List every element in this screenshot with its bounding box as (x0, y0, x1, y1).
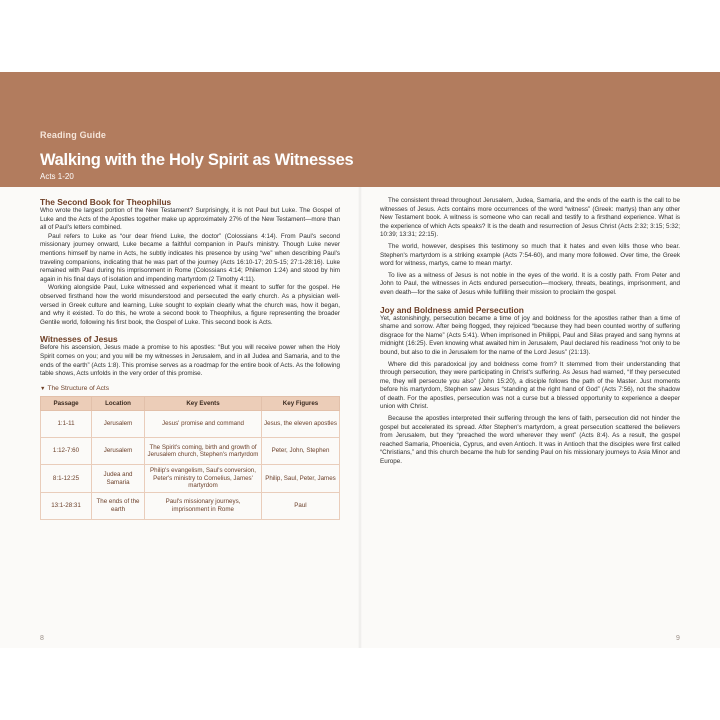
paragraph: To live as a witness of Jesus is not noble in the eyes of the world. It is a costly path. From Peter and John to Paul, the witnesses in Acts endured persecution—mockery, threats, beatings, imprisonment, and even death—for the sake of Jesus while fulfilling their mission to proclaim the gospel. (380, 271, 680, 296)
paragraph: The consistent thread throughout Jerusalem, Judea, Samaria, and the ends of the earth is the call to be witnesses of Jesus. Acts contains more occurrences of the word “witness” (Greek: martys) than any other New Testament book. A witness is someone who can recall and testify to a firsthand experience. What is the experience of which Acts speaks? It is the death and resurrection of Jesus Christ (Acts 2:32; 3:15; 5:32; 10:39; 13:31; 22:15). (380, 197, 680, 239)
right-page-column (380, 197, 680, 467)
table-cell: 13:1-28:31 (41, 493, 92, 520)
section-kicker: Reading Guide (40, 130, 107, 140)
table-row (41, 411, 340, 438)
table-cell: Philip, Saul, Peter, James (262, 465, 340, 493)
left-page-column (40, 197, 340, 520)
table-row (41, 465, 340, 493)
table-header-cell: Key Events (145, 396, 262, 411)
table-cell: Paul (262, 493, 340, 520)
table-cell: The Spirit's coming, birth and growth of Jerusalem church, Stephen's martyrdom (145, 438, 262, 465)
table-row (41, 438, 340, 465)
paragraph: Yet, astonishingly, persecution became a time of joy and boldness for the apostles rather than a time of shame and sorrow. After being flogged, they rejoiced “because they had been counted worthy of suffering disgrace for the Name” (Acts 5:41). When imprisoned in Philippi, Paul and Silas prayed and sang hymns at midnight (16:25). Even knowing what awaited him in Jerusalem, Paul declared his readiness “not only to be bound, but also to die in Jerusalem for the name of the Lord Jesus” (21:13). (380, 314, 680, 356)
table-cell: The ends of the earth (92, 493, 145, 520)
triangle-down-icon: ▼ (40, 385, 46, 392)
table-header-cell: Passage (41, 396, 92, 411)
table-cell: Jerusalem (92, 411, 145, 438)
section-heading-theophilus: The Second Book for Theophilus (40, 197, 172, 207)
header-banner (0, 72, 720, 187)
table-cell: Jesus, the eleven apostles (262, 411, 340, 438)
paragraph: The world, however, despises this testimony so much that it hates and even kills those who bear. Stephen's martyrdom is a striking example (Acts 7:54-60), and many more followed. Over time, the Greek word for witness, martys, came to mean martyr. (380, 242, 680, 268)
table-cell: Judea and Samaria (92, 465, 145, 493)
book-spread (0, 72, 720, 648)
page-number-right: 9 (676, 635, 680, 642)
paragraph: Where did this paradoxical joy and boldness come from? It stemmed from their understanding that through persecution, they were participating in Christ's suffering. As Jesus had warned, “If they persecuted me, they will persecute you also” (John 15:20), a disciple follows the path of the Master. Just moments before his martyrdom, Stephen saw Jesus “standing at the right hand of God” (Acts 7:56), not the shadow of death. For the apostles, persecution was not a curse but a blessed opportunity to experience a deeper union with Christ. (380, 360, 680, 411)
section-heading-witnesses: Witnesses of Jesus (40, 334, 118, 345)
table-caption: ▼ The Structure of Acts (40, 384, 110, 392)
table-cell: Paul's missionary journeys, imprisonment in Rome (145, 493, 262, 520)
paragraph: Because the apostles interpreted their suffering through the lens of faith, persecution did not hinder the gospel but accelerated its spread. After Stephen's martyrdom, a great persecution scattered the believers from Jerusalem, but they “preached the word wherever they went” (Acts 8:4). As a result, the gospel reached Samaria, Phoenicia, Cyprus, and even Antioch. It was in Antioch that the disciples were first called “Christians,” and this church became the hub for sending Paul on his missionary journeys to Asia Minor and Europe. (380, 415, 680, 466)
page-number-left: 8 (40, 635, 44, 642)
page-subtitle: Acts 1-20 (40, 172, 74, 181)
paragraph: Before his ascension, Jesus made a promise to his apostles: “But you will receive power when the Holy Spirit comes on you; and you will be my witnesses in Jerusalem, and in all Judea and Samaria, and to the ends of the earth” (Acts 1:8). This promise serves as a roadmap for the entire book of Acts. As the following table shows, Acts unfolds in the very order of this promise. (40, 344, 340, 378)
paragraph: Paul refers to Luke as “our dear friend Luke, the doctor” (Colossians 4:14). From Paul's second missionary journey onward, Luke became a faithful companion in Paul's ministry. Though Luke never mentions himself by name in Acts, he subtly indicates his presence by using “we” when describing Paul's traveling companions, indicating that he was part of the journey (Acts 16:10-17; 20:5-15; 27:1-28:16). Luke remained with Paul during his imprisonment in Rome (Colossians 4:14; Philemon 1:24) and stood by him again in his final days of isolation and impending martyrdom (2 Timothy 4:11). (40, 232, 340, 283)
table-row (41, 493, 340, 520)
section-heading-joy: Joy and Boldness amid Persecution (380, 304, 524, 315)
table-cell: Jesus' promise and command (145, 411, 262, 438)
table-header-cell: Key Figures (262, 396, 340, 411)
table-cell: Peter, John, Stephen (262, 438, 340, 465)
table-cell: Jerusalem (92, 438, 145, 465)
page-gutter (358, 187, 362, 648)
table-cell: Philip's evangelism, Saul's conversion, Peter's ministry to Cornelius, James' martyrdom (145, 465, 262, 493)
paragraph: Working alongside Paul, Luke witnessed and experienced what it meant to suffer for the gospel. He observed firsthand how the world misunderstood and persecuted the early church. As a physician well-versed in Greek culture and learning, Luke sought to explain clearly what the church was, how it began, and why it existed. To do this, he wrote a second book to Theophilus, a figure representing the broader Gentile world, following his first book, the Gospel of Luke. This second book is Acts. (40, 284, 340, 326)
structure-table (40, 396, 340, 520)
table-cell: 1:1-11 (41, 411, 92, 438)
table-header-cell: Location (92, 396, 145, 411)
page-title: Walking with the Holy Spirit as Witnesses (40, 151, 354, 169)
paragraph: Who wrote the largest portion of the New Testament? Surprisingly, it is not Paul but Luke. The Gospel of Luke and the Acts of the Apostles together make up approximately 27% of the New Testament—more than all of Paul's letters combined. (40, 207, 340, 232)
table-cell: 8:1-12:25 (41, 465, 92, 493)
table-cell: 1:12-7:60 (41, 438, 92, 465)
